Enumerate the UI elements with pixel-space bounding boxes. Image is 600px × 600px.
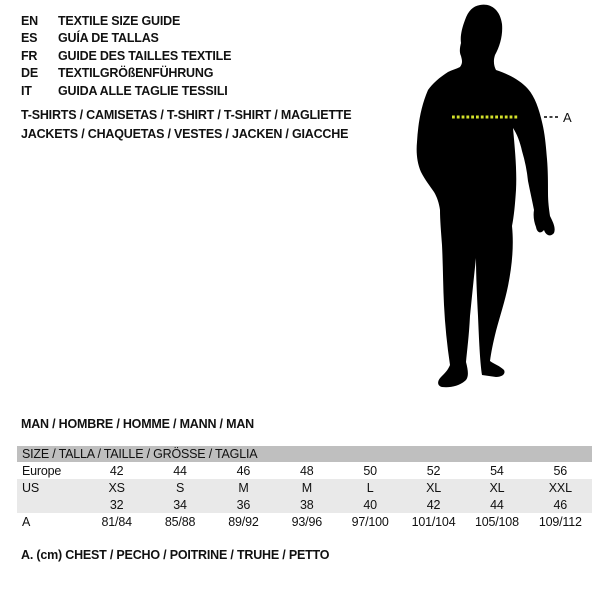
list-item bbox=[21, 65, 231, 83]
table-cell: 81/84 bbox=[101, 514, 132, 529]
table-cell: M bbox=[301, 480, 312, 495]
table-cell: XL bbox=[426, 480, 441, 495]
language-code: EN bbox=[21, 13, 38, 28]
list-item bbox=[21, 30, 231, 48]
language-label: TEXTILGRÖßENFÜHRUNG bbox=[58, 66, 214, 81]
list-item bbox=[21, 82, 231, 100]
table-cell: 93/96 bbox=[291, 514, 322, 529]
table-cell: 52 bbox=[426, 463, 441, 478]
list-item bbox=[21, 47, 231, 65]
table-cell: 44 bbox=[490, 497, 504, 512]
table-cell: XXL bbox=[548, 480, 572, 495]
language-code: ES bbox=[21, 31, 38, 46]
table-cell: 89/92 bbox=[228, 514, 259, 529]
table-cell: 42 bbox=[109, 463, 124, 478]
language-guide-list bbox=[21, 12, 231, 100]
table-cell: L bbox=[366, 480, 374, 495]
table-cell: 85/88 bbox=[164, 514, 196, 529]
section-heading-man: MAN / HOMBRE / HOMME / MANN / MAN bbox=[21, 417, 254, 431]
language-label: GUIDA ALLE TAGLIE TESSILI bbox=[58, 83, 228, 98]
table-cell: 101/104 bbox=[411, 514, 456, 529]
table-cell: 32 bbox=[109, 497, 124, 512]
table-cell: 46 bbox=[236, 463, 251, 478]
size-table-header: SIZE / TALLA / TAILLE / GRÖSSE / TAGLIA bbox=[17, 446, 592, 462]
table-cell: 44 bbox=[173, 463, 187, 478]
table-cell: 54 bbox=[490, 463, 504, 478]
man-silhouette bbox=[417, 5, 555, 388]
table-cell: 50 bbox=[363, 463, 377, 478]
table-cell: 105/108 bbox=[475, 514, 519, 529]
language-code: IT bbox=[21, 83, 32, 98]
table-cell: 46 bbox=[553, 497, 568, 512]
product-types-line1: T-SHIRTS / CAMISETAS / T-SHIRT / T-SHIRT / MAGLIETTE bbox=[21, 108, 352, 122]
table-cell: XL bbox=[489, 480, 505, 495]
table-cell: XS bbox=[108, 480, 125, 495]
table-cell: 38 bbox=[300, 497, 314, 512]
language-label: TEXTILE SIZE GUIDE bbox=[58, 13, 181, 28]
measure-label: A bbox=[563, 110, 572, 125]
table-cell: 48 bbox=[300, 463, 314, 478]
table-cell: 97/100 bbox=[351, 514, 389, 529]
list-item bbox=[21, 12, 231, 30]
table-cell: S bbox=[175, 480, 185, 495]
language-label: GUÍA DE TALLAS bbox=[58, 31, 159, 46]
table-cell: 56 bbox=[553, 463, 568, 478]
language-code: FR bbox=[21, 48, 38, 63]
language-label: GUIDE DES TAILLES TEXTILE bbox=[58, 48, 232, 63]
table-cell: 109/112 bbox=[538, 514, 582, 529]
product-types-line2: JACKETS / CHAQUETAS / VESTES / JACKEN / GIACCHE bbox=[21, 126, 349, 141]
table-row-chest bbox=[17, 513, 592, 530]
row-label: US bbox=[22, 480, 39, 495]
measurement-footnote: A. (cm) CHEST / PECHO / POITRINE / TRUHE / PETTO bbox=[21, 548, 330, 562]
product-types bbox=[21, 106, 351, 143]
table-cell: M bbox=[238, 480, 249, 495]
table-cell: 34 bbox=[173, 497, 187, 512]
table-cell: 42 bbox=[426, 497, 441, 512]
table-cell: 40 bbox=[363, 497, 377, 512]
table-row-us-numeric bbox=[17, 496, 592, 513]
size-table bbox=[17, 446, 592, 530]
table-row-europe bbox=[17, 462, 592, 479]
row-label: Europe bbox=[22, 463, 62, 478]
table-cell: 36 bbox=[236, 497, 251, 512]
table-row-us bbox=[17, 479, 592, 496]
row-label: A bbox=[22, 514, 31, 529]
language-code: DE bbox=[21, 66, 38, 81]
man-figure bbox=[390, 0, 600, 420]
